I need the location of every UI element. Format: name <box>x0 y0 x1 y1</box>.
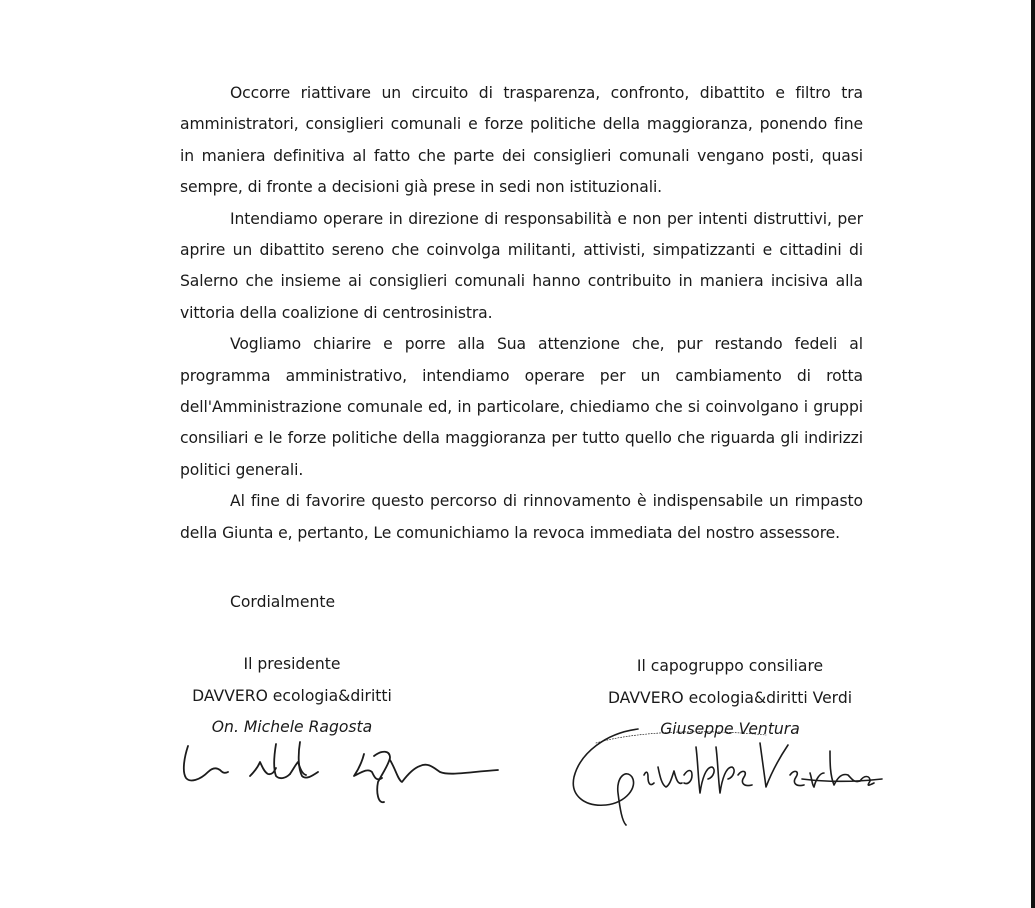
signer-role: Il capogruppo consiliare <box>636 657 824 675</box>
signer-organization: DAVVERO ecologia&diritti <box>192 686 392 705</box>
paragraph-change-of-direction: Vogliamo chiarire e porre alla Sua attenzione che, pur restando fedeli al programma amministrativo, intendiamo operare per un cambiamento di rotta dell'Amministrazione comunale ed, in particolare, chiediamo che si coinvolgano i gruppi consiliari e le forze politiche della maggioranza per tutto quello che riguarda gli indirizzi politici generali. <box>180 335 863 479</box>
signer-name: On. Michele Ragosta <box>211 718 373 736</box>
handwritten-signature-ragosta <box>178 738 508 813</box>
signer-name: Giuseppe Ventura <box>660 720 800 738</box>
signer-organization: DAVVERO ecologia&diritti Verdi <box>607 688 853 707</box>
closing-salutation: Cordialmente <box>230 593 336 611</box>
signature-block-president <box>172 649 412 744</box>
paragraph-transparency: Occorre riattivare un circuito di trasparenza, confronto, dibattito e filtro tra amministratori, consiglieri comunali e forze politiche della maggioranza, ponendo fine in maniera definitiva al fatto che parte dei consiglieri comunali vengano posti, quasi sempre, di fronte a decisioni già prese in sedi non istituzionali. <box>180 84 863 197</box>
paragraph-responsibility: Intendiamo operare in direzione di responsabilità e non per intenti distruttivi, per aprire un dibattito sereno che coinvolga militanti, attivisti, simpatizzanti e cittadini di Salerno che insieme ai consiglieri comunali hanno contribuito in maniera incisiva alla vittoria della coalizione di centrosinistra. <box>180 209 863 322</box>
page-edge-border <box>1031 0 1035 908</box>
handwritten-signature-ventura <box>566 717 886 829</box>
paragraph-reshuffle: Al fine di favorire questo percorso di rinnovamento è indispensabile un rimpasto della Giunta e, pertanto, Le comunichiamo la revoca immediata del nostro assessore. <box>180 492 863 542</box>
letter-body <box>180 78 863 549</box>
signer-role: Il presidente <box>243 655 341 673</box>
